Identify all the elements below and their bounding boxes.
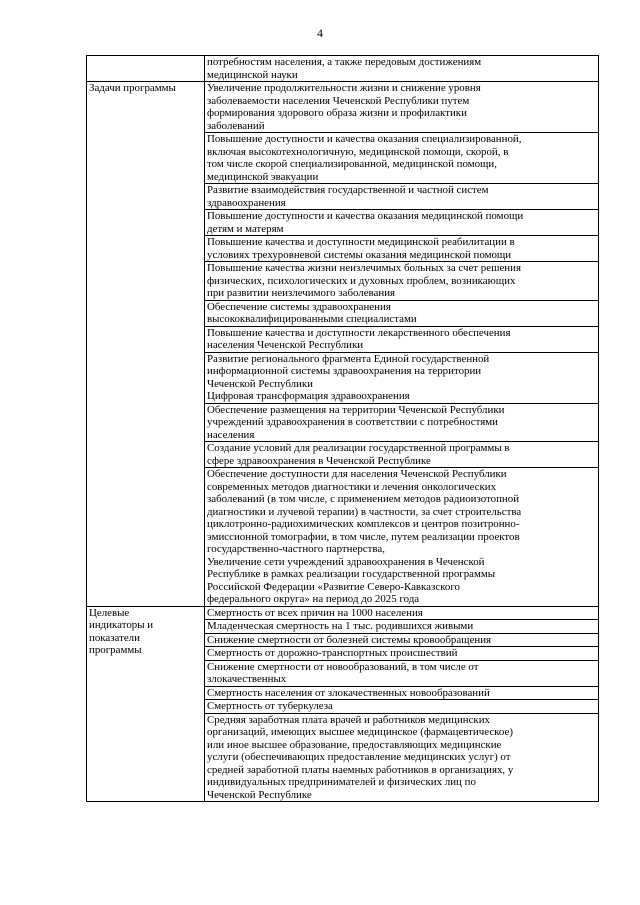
task-cell — [205, 352, 599, 403]
task-text: Создание условий для реализации государственной программы в сфере здравоохранения в Чеченской Республике — [207, 442, 510, 467]
continuation-text: потребностям населения, а также передовым достижениям медицинской науки — [207, 56, 482, 81]
program-passport-table — [86, 55, 599, 802]
indicator-cell — [205, 647, 599, 661]
task-cell — [205, 403, 599, 442]
indicator-text: Смертность населения от злокачественных новообразований — [207, 686, 490, 699]
task-text: Развитие регионального фрагмента Единой государственной информационной системы здравоохранения на территории Чеченской Республики Цифровая трансформация здравоохранения — [207, 352, 490, 402]
continuation-cell — [205, 56, 599, 82]
indicator-cell — [205, 620, 599, 634]
indicator-text: Смертность от туберкулеза — [207, 700, 333, 712]
task-cell — [205, 442, 599, 468]
indicators-label: Целевые индикаторы и показатели программы — [89, 606, 154, 656]
task-cell — [205, 300, 599, 326]
task-text: Обеспечение доступности для населения Чеченской Республики современных методов диагностики и лечения онкологических заболеваний (в том числе, с применением методов радиоизотопной диагностики и лучевой терапии) в частности, за счет строительства циклотронно-радиохимических комплексов и центров позитронно- эмиссионной томографии, в том числе, путем реализации проектов государственно-частного партнерства, Увеличение сети учреждений здравоохранения в Чеченской Республике в рамках реализации государственной программы Российской Федерации «Развитие Северо-Кавказского федерального округа» на период до 2025 года — [207, 468, 522, 605]
task-cell — [205, 184, 599, 210]
tasks-label-cell — [87, 82, 205, 607]
page-number: 4 — [317, 26, 323, 40]
table-row — [87, 82, 599, 133]
indicator-text: Снижение смертности от болезней системы кровообращения — [207, 633, 492, 646]
indicator-cell — [205, 660, 599, 686]
task-text: Повышение доступности и качества оказания специализированной, включая высокотехнологичную, медицинской помощи, скорой, в том числе скорой специализированной, медицинской помощи, медицинской эвакуации — [207, 133, 522, 183]
task-cell — [205, 262, 599, 301]
indicator-text: Смертность от всех причин на 1000 населения — [207, 606, 423, 619]
indicator-text: Снижение смертности от новообразований, в том числе от злокачественных — [207, 660, 479, 685]
indicators-label-cell — [87, 606, 205, 802]
task-text: Увеличение продолжительности жизни и снижение уровня заболеваемости населения Чеченской Республики путем формирования здорового образа жизни и профилактики заболеваний — [207, 82, 481, 132]
task-cell — [205, 82, 599, 133]
indicator-cell — [205, 686, 599, 700]
indicator-cell — [205, 700, 599, 714]
task-text: Повышение качества жизни неизлечимых больных за счет решения физических, психологических и духовных проблем, возникающих при развитии неизлечимого заболевания — [207, 262, 521, 299]
task-text: Обеспечение системы здравоохранения высококвалифицированными специалистами — [207, 300, 417, 325]
task-text: Развитие взаимодействия государственной и частной систем здравоохранения — [207, 184, 489, 209]
task-text: Обеспечение размещения на территории Чеченской Республики учреждений здравоохранения в соответствии с потребностями населения — [207, 403, 505, 441]
empty-label-cell — [87, 56, 205, 82]
indicator-cell — [205, 633, 599, 647]
task-text: Повышение качества и доступности лекарственного обеспечения населения Чеченской Республики — [207, 326, 511, 351]
indicator-text: Младенческая смертность на 1 тыс. родившихся живыми — [207, 620, 474, 632]
table-row — [87, 606, 599, 620]
task-cell — [205, 468, 599, 607]
task-cell — [205, 236, 599, 262]
tasks-label: Задачи программы — [89, 82, 176, 94]
table-row — [87, 56, 599, 82]
task-text: Повышение качества и доступности медицинской реабилитации в условиях трехуровневой системы оказания медицинской помощи — [207, 236, 515, 261]
task-cell — [205, 326, 599, 352]
indicator-cell — [205, 606, 599, 620]
task-cell — [205, 210, 599, 236]
indicator-text: Смертность от дорожно-транспортных происшествий — [207, 647, 458, 659]
indicator-cell — [205, 713, 599, 802]
task-cell — [205, 133, 599, 184]
indicator-text: Средняя заработная плата врачей и работников медицинских организаций, имеющих высшее медицинское (фармацевтическое) или иное высшее образование, предоставляющих медицинские услуги (обеспечивающих предоставление медицинских услуг) от средней заработной платы наемных работников в организациях, у индивидуальных предпринимателей и физических лиц по Чеченской Республике — [207, 713, 514, 801]
task-text: Повышение доступности и качества оказания медицинской помощи детям и матерям — [207, 210, 524, 235]
